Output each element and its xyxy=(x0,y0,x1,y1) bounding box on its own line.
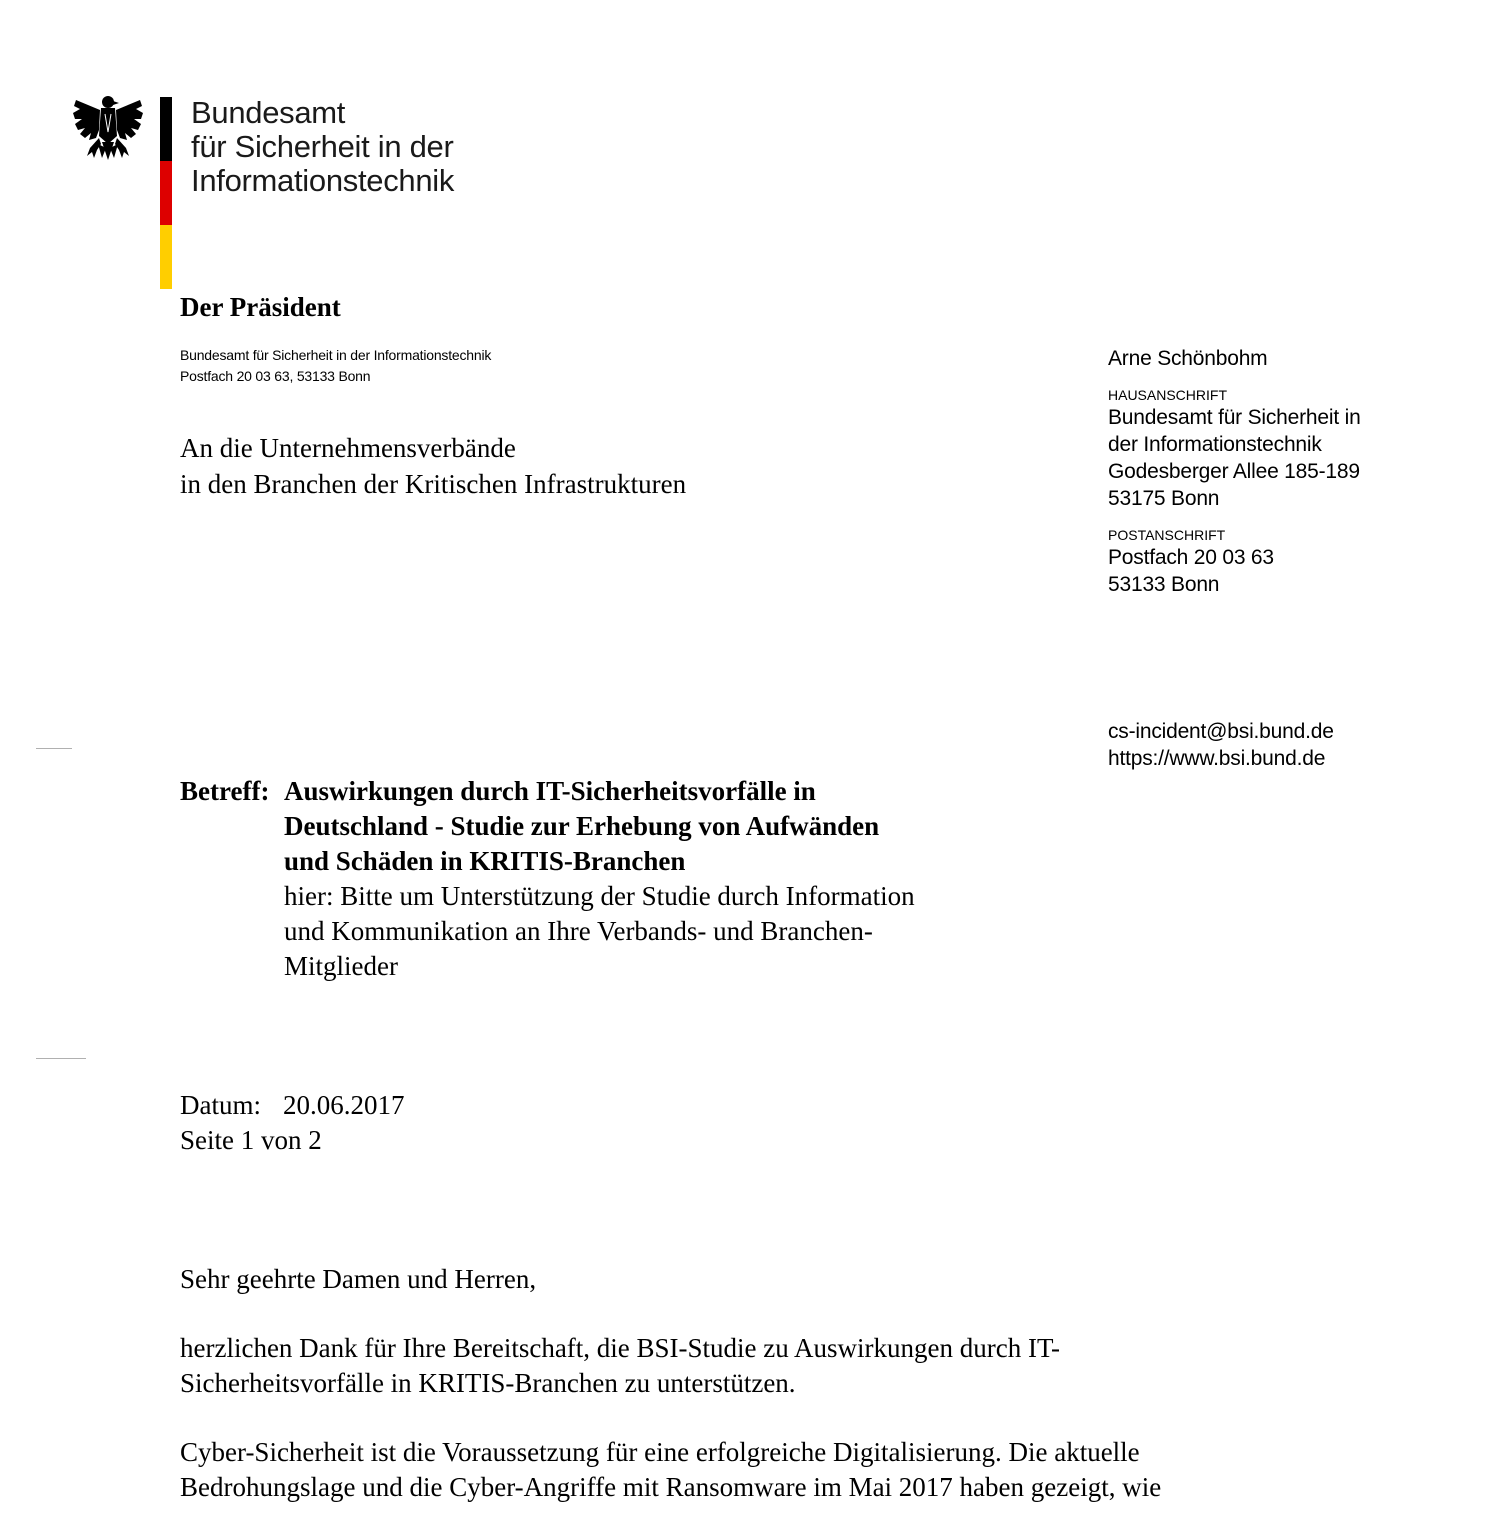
subject-bold-line-2: Deutschland - Studie zur Erhebung von Aufwänden xyxy=(284,811,880,841)
date-value: 20.06.2017 xyxy=(283,1090,405,1120)
subject-bold-line-3: und Schäden in KRITIS-Branchen xyxy=(284,846,686,876)
subject-text xyxy=(284,774,915,984)
letterhead-title: Der Präsident xyxy=(180,292,341,322)
contact-info xyxy=(1108,718,1334,772)
hausanschrift-label: HAUSANSCHRIFT xyxy=(1108,387,1228,403)
paragraph-1 xyxy=(180,1331,1300,1401)
hausanschrift-line-3: Godesberger Allee 185-189 xyxy=(1108,460,1360,483)
date-label: Datum: xyxy=(180,1090,261,1120)
federal-eagle-icon xyxy=(72,92,144,166)
sender-return-address xyxy=(180,345,491,387)
hausanschrift-line-1: Bundesamt für Sicherheit in xyxy=(1108,406,1361,429)
logo-line-2: für Sicherheit in der xyxy=(191,129,454,164)
letter-body xyxy=(180,1262,1300,1539)
logo-line-1: Bundesamt xyxy=(191,95,346,130)
website-link[interactable]: https://www.bsi.bund.de xyxy=(1108,747,1326,770)
subject-bold-line-1: Auswirkungen durch IT-Sicherheitsvorfälle in xyxy=(284,776,816,806)
hausanschrift-line-2: der Informationstechnik xyxy=(1108,433,1322,456)
sender-line-2: Postfach 20 03 63, 53133 Bonn xyxy=(180,368,371,384)
flag-red-segment xyxy=(160,161,172,225)
sender-line-1: Bundesamt für Sicherheit in der Informationstechnik xyxy=(180,347,492,363)
paragraph-2-line-2: Bedrohungslage und die Cyber-Angriffe mit Ransomware im Mai 2017 haben gezeigt, wie xyxy=(180,1472,1162,1502)
logo-line-3: Informationstechnik xyxy=(191,163,455,198)
postanschrift-line-1: Postfach 20 03 63 xyxy=(1108,546,1274,569)
flag-gold-segment xyxy=(160,225,172,289)
recipient-line-1: An die Unternehmensverbände xyxy=(180,433,516,463)
flag-black-segment xyxy=(160,97,172,161)
date-block xyxy=(180,1088,405,1158)
subject-line-5: und Kommunikation an Ihre Verbands- und Branchen- xyxy=(284,916,873,946)
email-link[interactable]: cs-incident@bsi.bund.de xyxy=(1108,720,1334,743)
recipient-line-2: in den Branchen der Kritischen Infrastrukturen xyxy=(180,469,687,499)
flag-color-bar xyxy=(160,97,172,289)
sender-info-column xyxy=(1108,345,1361,598)
paragraph-2-line-1: Cyber-Sicherheit ist die Voraussetzung für eine erfolgreiche Digitalisierung. Die aktuelle xyxy=(180,1437,1140,1467)
postanschrift-label: POSTANSCHRIFT xyxy=(1108,527,1226,543)
subject-line-6: Mitglieder xyxy=(284,951,398,981)
hausanschrift-line-4: 53175 Bonn xyxy=(1108,487,1220,510)
subject-label: Betreff: xyxy=(180,776,270,806)
paragraph-1-line-1: herzlichen Dank für Ihre Bereitschaft, die BSI-Studie zu Auswirkungen durch IT- xyxy=(180,1333,1060,1363)
salutation-text: Sehr geehrte Damen und Herren, xyxy=(180,1264,537,1294)
paragraph-2 xyxy=(180,1435,1300,1505)
sender-name: Arne Schönbohm xyxy=(1108,347,1268,370)
agency-logo-text xyxy=(191,96,454,198)
postanschrift-line-2: 53133 Bonn xyxy=(1108,573,1220,596)
recipient-address xyxy=(180,430,686,502)
salutation xyxy=(180,1262,1300,1297)
page-number: Seite 1 von 2 xyxy=(180,1125,322,1155)
fold-mark xyxy=(36,748,72,749)
fold-mark xyxy=(36,1058,86,1059)
subject-line-4: hier: Bitte um Unterstützung der Studie durch Information xyxy=(284,881,915,911)
date-line xyxy=(180,1088,405,1123)
paragraph-1-line-2: Sicherheitsvorfälle in KRITIS-Branchen zu unterstützen. xyxy=(180,1368,796,1398)
